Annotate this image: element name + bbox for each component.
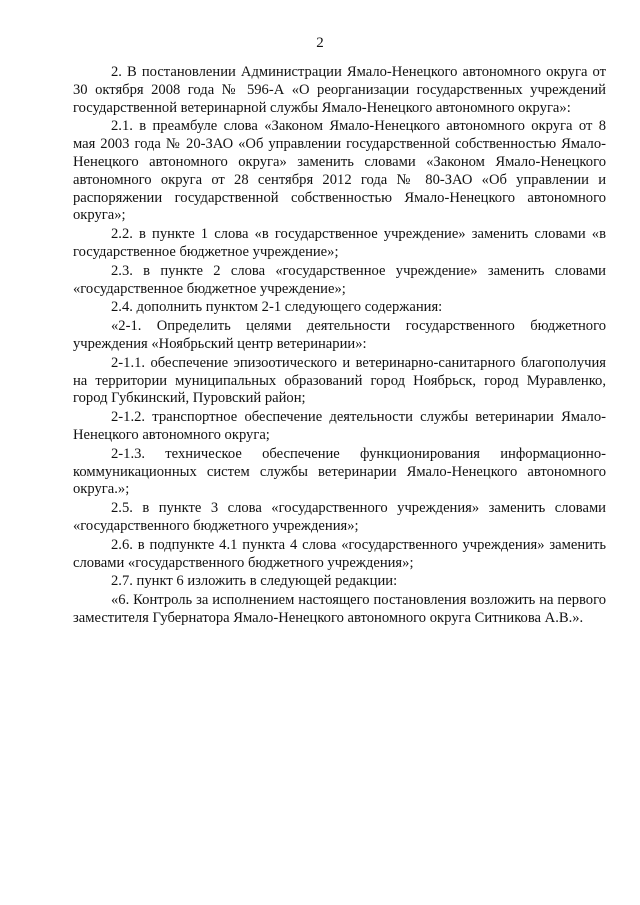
paragraph-2-4: 2.4. дополнить пунктом 2-1 следующего содержания: <box>111 299 443 316</box>
paragraph-2-6: 2.6. в подпункте 4.1 пункта 4 слова «государственного учреждения» заменить словами «государственного бюджетного учреждения»; <box>73 536 606 571</box>
paragraph-2-1: 2.1. в преамбуле слова «Законом Ямало-Ненецкого автономного округа от 8 мая 2003 года № 20-ЗАО «Об управлении государственной собственностью Ямало-Ненецкого автономного округа» заменить словами «Законом Ямало-Ненецкого автономного округа от 28 сентября 2012 года № 80-ЗАО «Об управлении и распоряжении государственной собственностью Ямало-Ненецкого автономного округа»; <box>73 118 606 224</box>
page-number: 2 <box>316 35 324 51</box>
paragraph-2-7: 2.7. пункт 6 изложить в следующей редакции: <box>111 573 398 590</box>
paragraph-2-5: 2.5. в пункте 3 слова «государственного учреждения» заменить словами «государственного бюджетного учреждения»; <box>73 500 606 534</box>
document-body <box>73 64 606 628</box>
paragraph-2-1-2: 2-1.2. транспортное обеспечение деятельности службы ветеринарии Ямало-Ненецкого автономного округа; <box>73 409 606 443</box>
paragraph-2-1-1: 2-1.1. обеспечение эпизоотического и ветеринарно-санитарного благополучия на территории муниципальных образований город Ноябрьск, город Муравленко, город Губкинский, Пуровский район; <box>73 354 606 407</box>
paragraph-2-2: 2.2. в пункте 1 слова «в государственное учреждение» заменить словами «в государственное бюджетное учреждение»; <box>73 226 606 260</box>
paragraph-2: 2. В постановлении Администрации Ямало-Ненецкого автономного округа от 30 октября 2008 года № 596-А «О реорганизации государственных учреждений государственной ветеринарной службы Ямало-Ненецкого автономного округа»: <box>73 64 606 116</box>
paragraph-6-new: «6. Контроль за исполнением настоящего постановления возложить на первого заместителя Губернатора Ямало-Ненецкого автономного округа Ситникова А.В.». <box>73 592 606 626</box>
paragraph-2-1-3: 2-1.3. техническое обеспечение функционирования информационно-коммуникационных систем службы ветеринарии Ямало-Ненецкого автономного округа.»; <box>73 445 606 498</box>
paragraph-2-3: 2.3. в пункте 2 слова «государственное учреждение» заменить словами «государственное бюджетное учреждение»; <box>73 262 606 297</box>
paragraph-2-1-new: «2-1. Определить целями деятельности государственного бюджетного учреждения «Ноябрьский центр ветеринарии»: <box>73 318 606 352</box>
